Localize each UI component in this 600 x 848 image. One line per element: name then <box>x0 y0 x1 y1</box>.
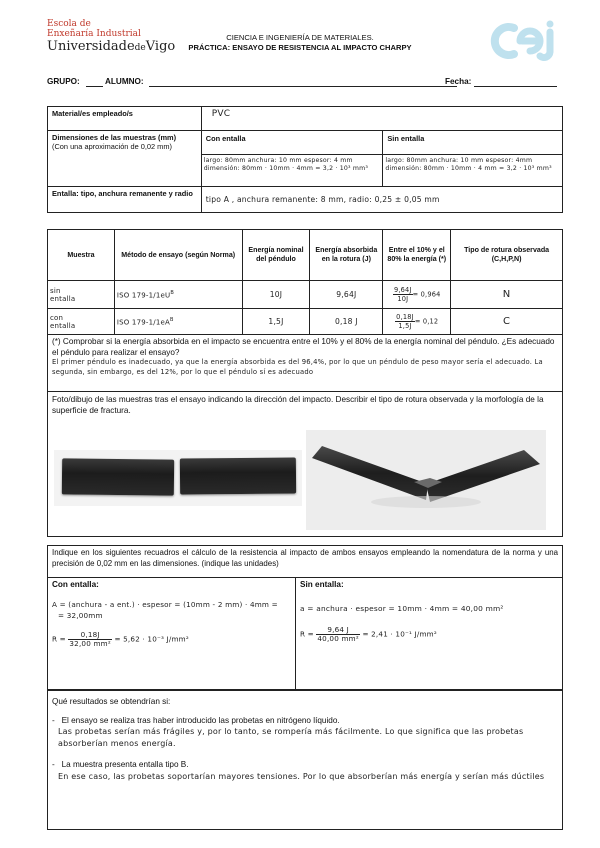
metodo-cell: ISO $179-1/1eA^B$ <box>114 309 242 335</box>
sin-calc-label: Sin entalla: <box>300 580 344 589</box>
con-entalla-dim1: largo: 80mm anchura: 10 mm espesor: 4 mm <box>203 157 353 164</box>
logo-line1: Escola de <box>47 19 91 29</box>
sin-entalla-header: Sin entalla <box>383 131 562 155</box>
cei-logo-graphic <box>490 20 560 62</box>
header-muestra: Muestra <box>48 230 115 281</box>
absorbida-cell: 0,18 J <box>310 309 383 335</box>
muestra-cell: con entalla <box>48 309 115 335</box>
calculation-box <box>47 545 563 690</box>
results-table <box>47 229 563 335</box>
grupo-label: GRUPO: <box>47 77 80 86</box>
ratio-cell: $\frac{9,64J}{10J}$ = 0,964 <box>383 281 451 309</box>
calculation-question: Indique en los siguientes recuadros el cálculo de la resistencia al impacto de ambos ensayos empleando la nomendatura de la norma y una precisión de 0,02 mm en las dimensiones. (indique las unidades) <box>52 548 558 568</box>
practice-title: PRÁCTICA: ENSAYO DE RESISTENCIA AL IMPACTO CHARPY <box>188 43 412 52</box>
header-absorbida: Energía absorbida en la rotura (J) <box>310 230 383 281</box>
materials-table <box>47 106 563 213</box>
con-area-line2: = 32,00mm <box>58 610 103 620</box>
con-entalla-cell <box>201 131 383 187</box>
photo-box <box>47 392 563 537</box>
header-rango: Entre el 10% y el 80% la energía (*) <box>383 230 451 281</box>
course-title: CIENCIA E INGENIERÍA DE MATERIALES. <box>226 33 374 42</box>
what-if-answer-2: En ese caso, las probetas soportarían mayores tensiones. Por lo que absorberían más energía y serían más dúctiles <box>58 771 545 781</box>
calc-divider-h <box>48 577 562 578</box>
grupo-field[interactable] <box>86 86 103 87</box>
table-row <box>48 309 563 335</box>
muestra-cell: sin entalla <box>48 281 115 309</box>
document-title <box>160 33 440 53</box>
metodo-cell: ISO $179-1/1eU^B$ <box>114 281 242 309</box>
bent-specimen-photo <box>306 430 546 530</box>
energy-check-box <box>47 334 563 392</box>
what-if-question: Qué resultados se obtendrían si: <box>52 697 171 706</box>
what-if-item-1: - El ensayo se realiza tras haber introducido las probetas en nitrógeno líquido. <box>52 715 340 725</box>
con-area-line1: A = (anchura - a ent.) · espesor = (10mm - 2 mm) · 4mm = <box>52 599 278 609</box>
sin-area-line: a = anchura · espesor = 10mm · 4mm = 40,00 mm² <box>300 603 504 613</box>
con-resistance: R = $\frac{0,18J}{\text{32,00 mm²}}$ = 5,62 · 10⁻³ J/mm² <box>52 629 189 648</box>
sin-entalla-dim2: dimensión: 80mm · 10mm · 4 mm = 3,2 · 10³ mm³ <box>385 165 552 172</box>
sin-entalla-cell <box>383 131 563 187</box>
entalla-label: Entalla: tipo, anchura remanente y radio <box>48 187 202 213</box>
alumno-label: ALUMNO: <box>105 77 144 86</box>
logo-university: UniversidadedeVigo <box>47 39 176 54</box>
nominal-cell: 10J <box>242 281 310 309</box>
sin-entalla-calc <box>300 580 560 643</box>
header-metodo: Método de ensayo (según Norma) <box>114 230 242 281</box>
school-logo <box>47 19 176 56</box>
con-entalla-calc <box>52 580 292 648</box>
alumno-field[interactable] <box>149 86 457 87</box>
specimen-half-left <box>62 458 174 495</box>
header-nominal: Energía nominal del péndulo <box>242 230 310 281</box>
bent-specimen-graphic <box>306 430 546 530</box>
logo-line2: Enxeñaría Industrial <box>47 29 141 39</box>
what-if-item-2: - La muestra presenta entalla tipo B. <box>52 760 189 769</box>
calc-divider-v <box>295 577 296 689</box>
material-value: PVC <box>201 107 562 131</box>
what-if-box <box>47 690 563 830</box>
dimensions-cell <box>48 131 202 187</box>
dimensions-note: (Con una aproximación de 0,02 mm) <box>52 142 172 151</box>
con-entalla-dim2: dimensión: 80mm · 10mm · 4mm = 3,2 · 10³ mm³ <box>203 165 369 172</box>
what-if-answer-1: Las probetas serían más frágiles y, por lo tanto, se rompería más fácilmente. Lo que significa que las probetas absorberían menos energía. <box>58 727 524 748</box>
broken-specimen-photo <box>54 450 302 506</box>
table-row <box>48 281 563 309</box>
sin-resistance: R = $\frac{9,64 J}{\text{40,00 mm²}}$ = 2,41 · 10⁻¹ J/mm² <box>300 624 437 643</box>
rotura-cell: C <box>451 309 563 335</box>
specimen-half-right <box>180 457 296 494</box>
rotura-cell: N <box>451 281 563 309</box>
sin-entalla-dim1: largo: 80mm anchura: 10 mm espesor: 4mm <box>385 157 533 164</box>
header-rotura: Tipo de rotura observada (C,H,P,N) <box>451 230 563 281</box>
dimensions-label: Dimensiones de las muestras (mm) <box>52 133 177 142</box>
entalla-value: tipo A , anchura remanente: 8 mm, radio: 0,25 ± 0,05 mm <box>201 187 562 213</box>
ratio-cell: $\frac{0,18J}{1,5J}$ = 0,12 <box>383 309 451 335</box>
nominal-cell: 1,5J <box>242 309 310 335</box>
con-calc-label: Con entalla: <box>52 580 99 589</box>
cei-logo-icon <box>490 20 560 62</box>
absorbida-cell: 9,64J <box>310 281 383 309</box>
material-label: Material/es empleado/s <box>48 107 202 131</box>
photo-question: Foto/dibujo de las muestras tras el ensayo indicando la dirección del impacto. Describir el tipo de rotura observada y la morfología de la superficie de fractura. <box>52 395 544 415</box>
energy-check-answer: El primer péndulo es inadecuado, ya que la energía absorbida es del 96,4%, por lo que un péndulo de peso mayor sería el adecuado. La segunda, sin embargo, es del 12%, por lo que el péndulo sí es adecuado <box>52 358 543 376</box>
fecha-field[interactable] <box>474 86 557 87</box>
con-entalla-header: Con entalla <box>202 131 383 155</box>
student-form-line <box>47 77 562 91</box>
energy-check-question: (*) Comprobar si la energía absorbida en el impacto se encuentra entre el 10% y el 80% de la energía nominal del péndulo. ¿Es adecuado el péndulo para realizar el ensayo? <box>52 337 555 357</box>
fecha-label: Fecha: <box>445 77 472 86</box>
